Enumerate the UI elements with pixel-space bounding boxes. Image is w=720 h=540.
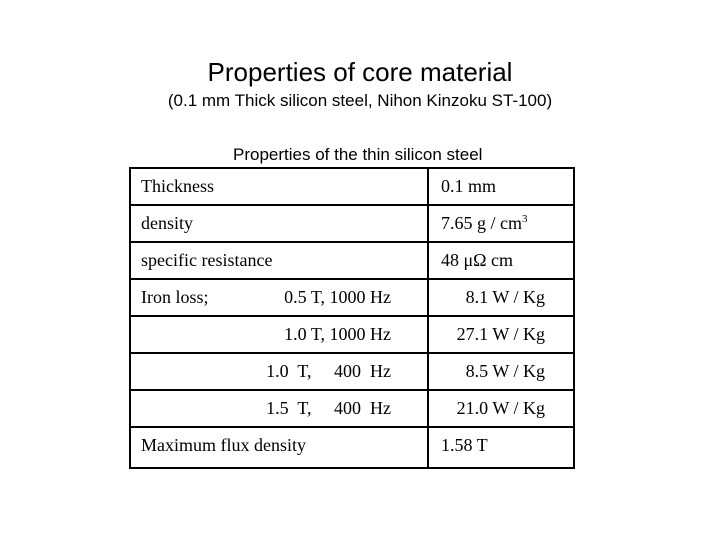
- table-row-iron-loss-3: [131, 354, 573, 391]
- row-value-superscript: 3: [522, 213, 528, 225]
- row-value: 27.1 W / Kg: [456, 324, 545, 344]
- table-row-iron-loss-1: [131, 280, 573, 317]
- row-value: 21.0 W / Kg: [456, 398, 545, 418]
- row-label: specific resistance: [141, 250, 273, 270]
- table-row-iron-loss-4: [131, 391, 573, 428]
- table-row-specific-resistance: [131, 243, 573, 280]
- row-label: Iron loss;: [141, 287, 209, 307]
- row-label: Maximum flux density: [141, 435, 306, 455]
- row-value: 1.58 T: [441, 435, 488, 455]
- row-condition: 0.5 T, 1000 Hz: [284, 287, 391, 307]
- table-row-iron-loss-2: [131, 317, 573, 354]
- table-caption: Properties of the thin silicon steel: [233, 145, 483, 164]
- row-label: Thickness: [141, 176, 214, 196]
- row-condition: 1.5 T, 400 Hz: [266, 398, 391, 418]
- row-value: 8.5 W / Kg: [465, 361, 545, 381]
- row-value-text: 7.65 g / cm: [441, 213, 522, 233]
- row-label: density: [141, 213, 193, 233]
- row-condition: 1.0 T, 400 Hz: [266, 361, 391, 381]
- row-value: 48 μΩ cm: [441, 250, 514, 270]
- table-row-thickness: [131, 169, 573, 206]
- properties-table: [129, 167, 575, 469]
- table-row-max-flux-density: [131, 428, 573, 465]
- slide-title: Properties of core material: [207, 57, 513, 87]
- row-value: 8.1 W / Kg: [465, 287, 545, 307]
- table-row-density: [131, 206, 573, 243]
- row-value: 0.1 mm: [441, 176, 497, 196]
- row-value: [441, 206, 528, 241]
- row-condition: 1.0 T, 1000 Hz: [284, 324, 391, 344]
- slide-subtitle: (0.1 mm Thick silicon steel, Nihon Kinzoku ST-100): [167, 91, 553, 110]
